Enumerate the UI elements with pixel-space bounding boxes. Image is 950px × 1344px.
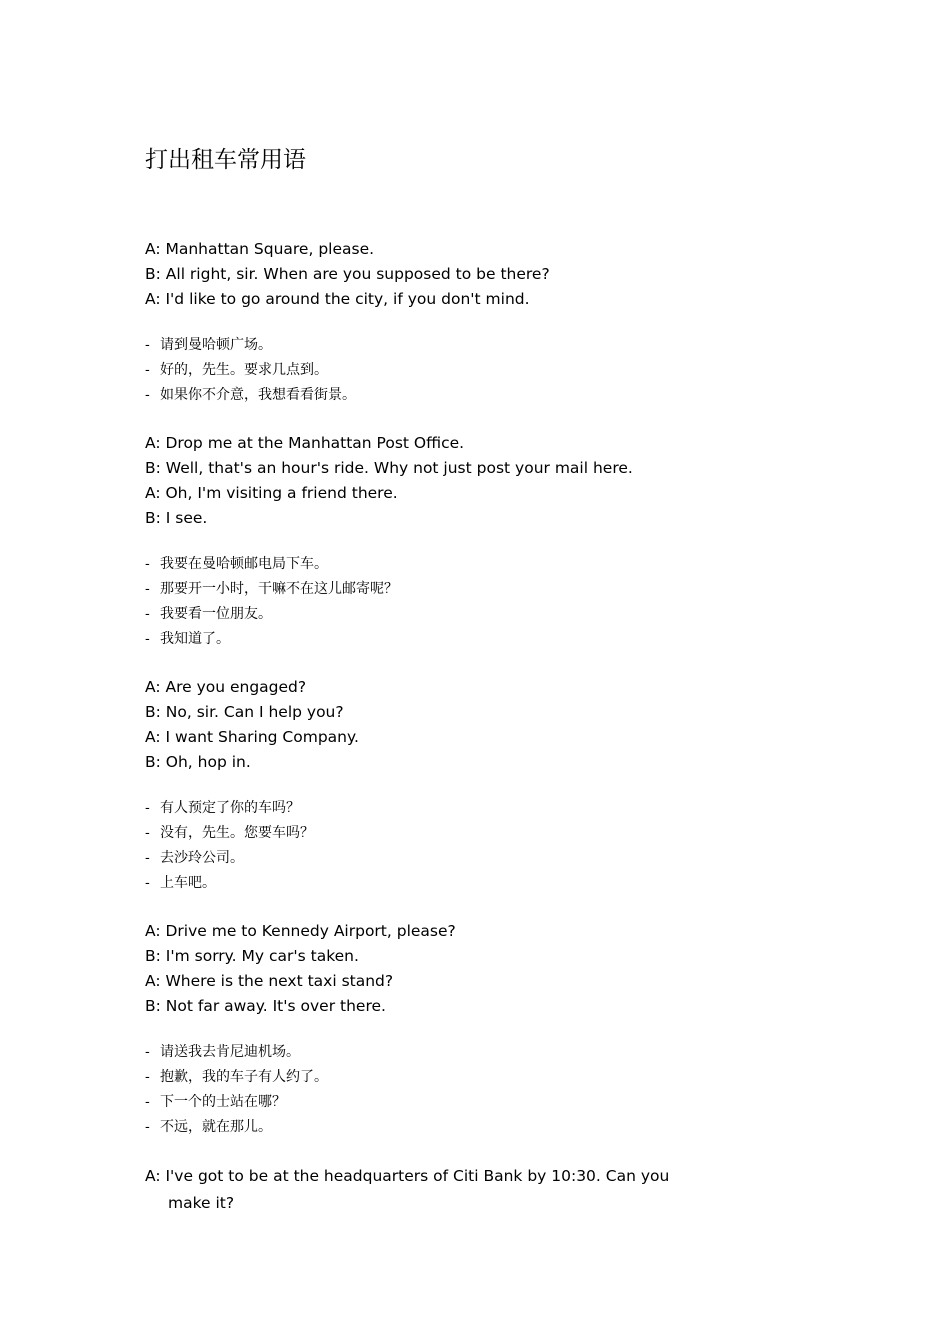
dialogue-line: B: Not far away. It's over there.	[145, 997, 386, 1015]
page-title: 打出租车常用语	[145, 147, 306, 173]
dash-marker: -	[145, 631, 150, 647]
dialogue-line: A: I've got to be at the headquarters of Citi Bank by 10:30. Can you make it?	[145, 1167, 670, 1212]
dialogue-english-2	[145, 431, 705, 531]
dialogue-line: B: I'm sorry. My car's taken.	[145, 947, 359, 965]
dialogue-line: A: Drive me to Kennedy Airport, please?	[145, 922, 456, 940]
translation-text: 不远，就在那儿。	[160, 1119, 272, 1135]
dash-marker: -	[145, 1044, 150, 1060]
translation-line	[145, 602, 705, 627]
dash-marker: -	[145, 581, 150, 597]
translation-text: 我要看一位朋友。	[160, 606, 272, 622]
translation-text: 下一个的士站在哪？	[160, 1094, 286, 1110]
dash-marker: -	[145, 875, 150, 891]
dash-marker: -	[145, 800, 150, 816]
dash-marker: -	[145, 1119, 150, 1135]
translation-text: 我要在曼哈顿邮电局下车。	[160, 556, 328, 572]
dialogue-english-1	[145, 237, 705, 312]
dialogue-line: A: Manhattan Square, please.	[145, 240, 375, 258]
dialogue-content	[145, 237, 705, 1217]
dash-marker: -	[145, 825, 150, 841]
dialogue-line: B: All right, sir. When are you supposed to be there?	[145, 265, 550, 283]
dash-marker: -	[145, 1094, 150, 1110]
translation-text: 抱歉，我的车子有人约了。	[160, 1069, 328, 1085]
translation-line	[145, 846, 705, 871]
dialogue-line: B: Oh, hop in.	[145, 753, 251, 771]
translation-text: 请送我去肯尼迪机场。	[160, 1044, 300, 1060]
dash-marker: -	[145, 606, 150, 622]
dialogue-line: A: I'd like to go around the city, if you don't mind.	[145, 290, 530, 308]
dialogue-line: A: Oh, I'm visiting a friend there.	[145, 484, 398, 502]
translation-line	[145, 796, 705, 821]
translation-text: 请到曼哈顿广场。	[160, 337, 272, 353]
dialogue-chinese-4	[145, 1040, 705, 1140]
translation-line	[145, 1090, 705, 1115]
dialogue-line: B: I see.	[145, 509, 208, 527]
translation-line	[145, 1115, 705, 1140]
dialogue-line: A: Drop me at the Manhattan Post Office.	[145, 434, 465, 452]
dash-marker: -	[145, 1069, 150, 1085]
dash-marker: -	[145, 850, 150, 866]
translation-text: 没有，先生。您要车吗？	[160, 825, 314, 841]
translation-text: 如果你不介意，我想看看街景。	[160, 387, 356, 403]
dialogue-english-3	[145, 675, 705, 775]
translation-line	[145, 577, 705, 602]
translation-line	[145, 383, 705, 408]
dialogue-line: A: Are you engaged?	[145, 678, 307, 696]
dialogue-line: A: I want Sharing Company.	[145, 728, 359, 746]
dialogue-chinese-3	[145, 796, 705, 896]
translation-text: 那要开一小时，干嘛不在这儿邮寄呢？	[160, 581, 398, 597]
dash-marker: -	[145, 362, 150, 378]
dialogue-line: B: Well, that's an hour's ride. Why not just post your mail here.	[145, 459, 633, 477]
dash-marker: -	[145, 387, 150, 403]
dialogue-line: B: No, sir. Can I help you?	[145, 703, 344, 721]
translation-line	[145, 333, 705, 358]
dialogue-chinese-1	[145, 333, 705, 408]
dialogue-line: A: Where is the next taxi stand?	[145, 972, 394, 990]
dash-marker: -	[145, 556, 150, 572]
translation-line	[145, 1065, 705, 1090]
dialogue-english-4	[145, 919, 705, 1019]
translation-line	[145, 871, 705, 896]
dialogue-english-5	[145, 1163, 705, 1217]
translation-text: 上车吧。	[160, 875, 216, 891]
translation-line	[145, 1040, 705, 1065]
dialogue-chinese-2	[145, 552, 705, 652]
translation-line	[145, 627, 705, 652]
translation-text: 去沙玲公司。	[160, 850, 244, 866]
translation-text: 我知道了。	[160, 631, 230, 647]
translation-line	[145, 821, 705, 846]
translation-line	[145, 358, 705, 383]
dash-marker: -	[145, 337, 150, 353]
translation-line	[145, 552, 705, 577]
translation-text: 好的，先生。要求几点到。	[160, 362, 328, 378]
translation-text: 有人预定了你的车吗？	[160, 800, 300, 816]
